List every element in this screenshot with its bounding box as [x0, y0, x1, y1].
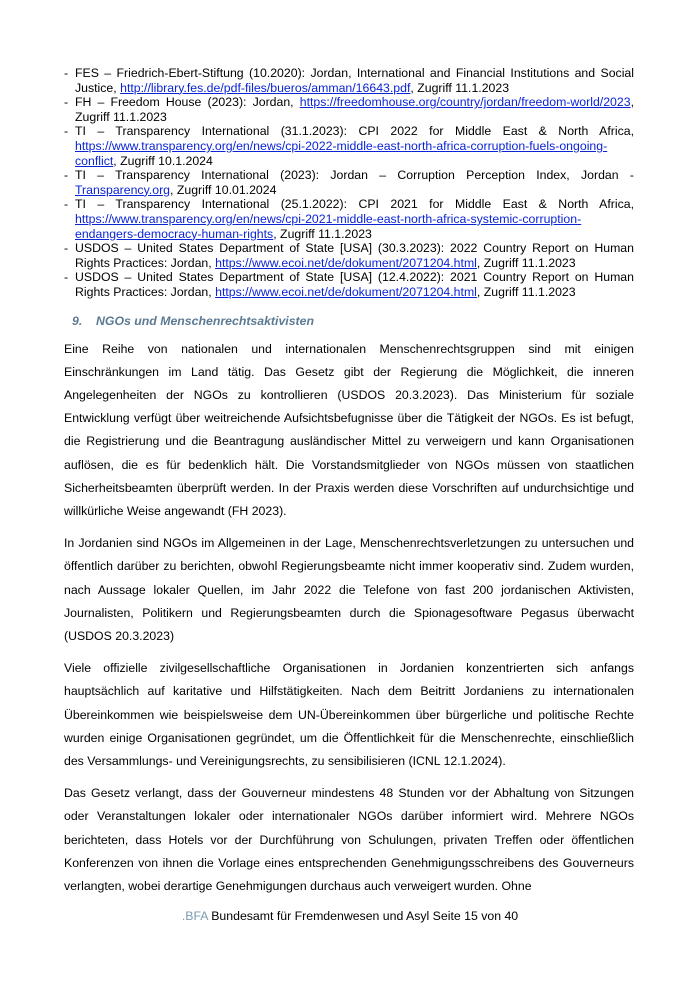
reference-item: - TI – Transparency International (31.1.2023): CPI 2022 for Middle East & North Africa, https://www.transparency.org/en/news/cpi-2022-middle-east-north-africa-corruption-fuels-ongoing-conflict, Zugriff 10.1.2024	[64, 124, 634, 168]
reference-item: - FES – Friedrich-Ebert-Stiftung (10.2020): Jordan, International and Financial Institutions and Social Justice, http://library.fes.de/pdf-files/bueros/amman/16643.pdf, Zugriff 11.1.2023	[64, 66, 634, 95]
body-paragraph: Das Gesetz verlangt, dass der Gouverneur mindestens 48 Stunden vor der Abhaltung von Sitzungen oder Veranstaltungen lokaler oder internationaler NGOs darüber informiert wird. Mehrere NGOs berichteten, dass Hotels vor der Durchführung von Schulungen, privaten Treffen oder öffentlichen Konferenzen von ihnen die Vorlage eines entsprechenden Genehmigungsschreibens des Gouverneurs verlangten, wobei derartige Genehmigungen durchaus auch verweigert wurden. Ohne	[64, 786, 634, 893]
body-paragraph: Viele offizielle zivilgesellschaftliche Organisationen in Jordanien konzentrierten sich anfangs hauptsächlich auf karitative und Hilfstätigkeiten. Nach dem Beitritt Jordaniens zu internationalen Übereinkommen wie beispielsweise dem UN-Übereinkommen über bürgerliche und politische Rechte wurden einige Organisationen gegründet, um die Öffentlichkeit für die Menschenrechte, einschließlich des Versammlungs- und Vereinigungsrechts, zu sensibilisieren (ICNL 12.1.2024).	[64, 661, 634, 768]
footer-brand: .BFA	[181, 909, 208, 923]
reference-link[interactable]: http://library.fes.de/pdf-files/bueros/amman/16643.pdf	[120, 80, 411, 95]
body-paragraph: Eine Reihe von nationalen und internationalen Menschenrechtsgruppen sind mit einigen Einschränkungen im Land tätig. Das Gesetz gibt der Regierung die Möglichkeit, die inneren Angelegenheiten der NGOs zu kontrollieren (USDOS 20.3.2023). Das Ministerium für soziale Entwicklung verfügt über weitreichende Aufsichtsbefugnisse über die Tätigkeit der NGOs. Es ist befugt, die Registrierung und die Beantragung ausländischer Mittel zu verweigern und kann Organisationen auflösen, die es für bedenklich hält. Die Vorstandsmitglieder von NGOs müssen von staatlichen Sicherheitsbeamten überprüft werden. In der Praxis werden diese Vorschriften auf undurchsichtige und willkürliche Weise angewandt (FH 2023).	[64, 341, 634, 518]
section-title: NGOs und Menschenrechtsaktivisten	[96, 313, 314, 328]
reference-item: - USDOS – United States Department of State [USA] (30.3.2023): 2022 Country Report on Human Rights Practices: Jordan, https://www.ecoi.net/de/dokument/2071204.html, Zugriff 11.1.2023	[64, 241, 634, 270]
reference-link[interactable]: https://freedomhouse.org/country/jordan/freedom-world/2023	[299, 95, 631, 110]
section-heading	[64, 314, 634, 328]
reference-item: - USDOS – United States Department of State [USA] (12.4.2022): 2021 Country Report on Human Rights Practices: Jordan, https://www.ecoi.net/de/dokument/2071204.html, Zugriff 11.1.2023	[64, 270, 634, 299]
reference-link[interactable]: https://www.ecoi.net/de/dokument/2071204.html	[215, 284, 477, 299]
reference-list	[64, 66, 634, 300]
footer-text: Bundesamt für Fremdenwesen und Asyl Seite 15 von 40	[207, 909, 519, 923]
reference-link[interactable]: https://www.ecoi.net/de/dokument/2071204.html	[215, 255, 477, 270]
document-page	[64, 66, 634, 907]
reference-link[interactable]: Transparency.org	[75, 182, 171, 197]
section-number: 9.	[72, 313, 83, 328]
reference-item: - TI – Transparency International (25.1.2022): CPI 2021 for Middle East & North Africa, https://www.transparency.org/en/news/cpi-2021-middle-east-north-africa-systemic-corruption-endangers-democracy-human-rights, Zugriff 11.1.2023	[64, 197, 634, 241]
reference-item: - FH – Freedom House (2023): Jordan, https://freedomhouse.org/country/jordan/freedom-world/2023, Zugriff 11.1.2023	[64, 95, 634, 124]
reference-link[interactable]: https://www.transparency.org/en/news/cpi-2021-middle-east-north-africa-systemic-corruption-endangers-democracy-human-rights	[75, 211, 582, 241]
reference-item: - TI – Transparency International (2023): Jordan – Corruption Perception Index, Jordan - Transparency.org, Zugriff 10.01.2024	[64, 168, 634, 197]
reference-link[interactable]: https://www.transparency.org/en/news/cpi-2022-middle-east-north-africa-corruption-fuels-ongoing-conflict	[75, 138, 608, 168]
page-footer	[0, 909, 700, 923]
body-paragraph: In Jordanien sind NGOs im Allgemeinen in der Lage, Menschenrechtsverletzungen zu untersuchen und öffentlich darüber zu berichten, obwohl Regierungsbeamte nicht immer kooperativ sind. Zudem wurden, nach Aussage lokaler Quellen, im Jahr 2022 die Telefone von fast 200 jordanischen Aktivisten, Journalisten, Politikern und Regierungsbeamten durch die Spionagesoftware Pegasus überwacht (USDOS 20.3.2023)	[64, 536, 634, 643]
